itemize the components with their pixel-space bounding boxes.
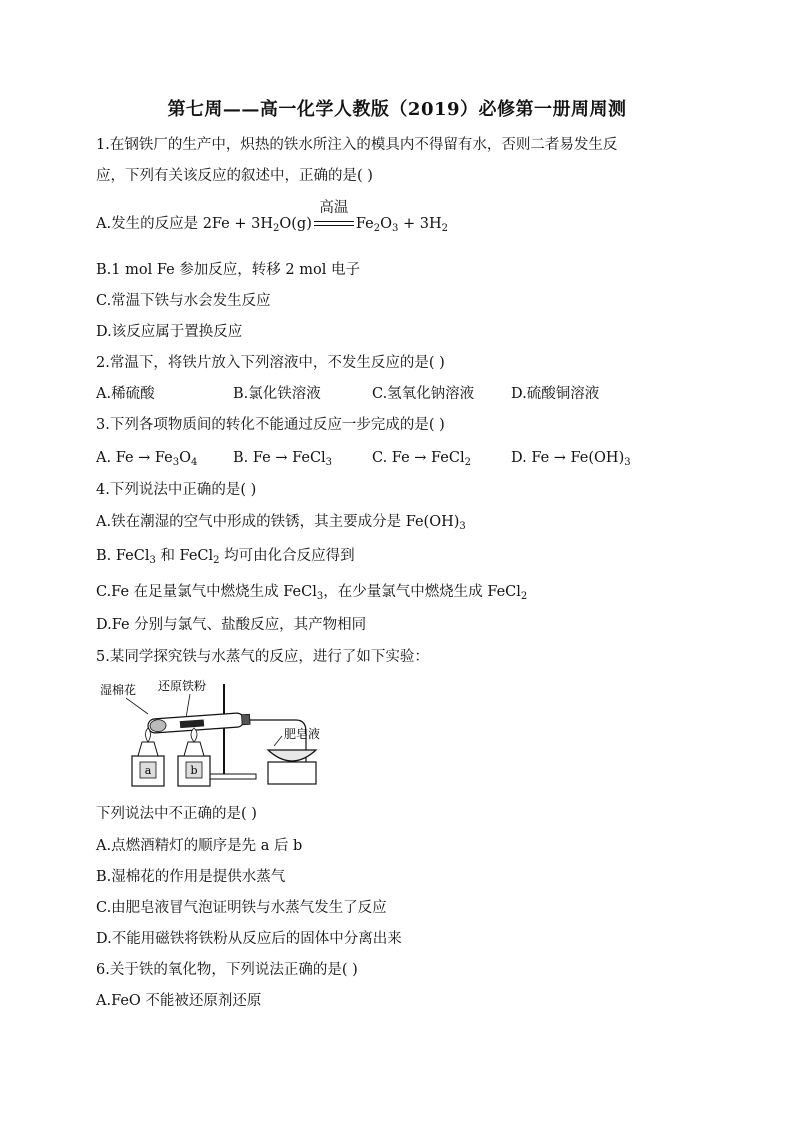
- q3-d-text: D. Fe → Fe(OH): [511, 450, 625, 466]
- q5-option-a: A.点燃酒精灯的顺序是先 a 后 b: [96, 838, 303, 854]
- q4-option-b: [96, 546, 355, 571]
- leader-line-cotton: [126, 698, 148, 714]
- alcohol-lamp-b: [184, 742, 204, 756]
- q3-a-o: O: [179, 450, 192, 466]
- q6-stem: 6.关于铁的氧化物，下列说法正确的是( ): [96, 962, 358, 978]
- q3-c-text: C. Fe → FeCl: [372, 450, 465, 466]
- q3-c-sub: 2: [464, 457, 471, 468]
- leader-line-iron: [186, 694, 190, 718]
- figure-label-soap-solution: 肥皂液: [284, 727, 321, 741]
- q5-option-c: C.由肥皂液冒气泡证明铁与水蒸气发生了反应: [96, 900, 387, 916]
- q1-a-part5: + 3H: [398, 216, 442, 232]
- q3-option-d: [511, 448, 631, 473]
- q1-a-part4: O: [380, 216, 392, 232]
- flame-a: [146, 728, 151, 742]
- q4-option-c: [96, 582, 527, 607]
- q3-option-b: [233, 448, 332, 473]
- q4-option-a: [96, 512, 466, 537]
- tube-stopper: [241, 714, 250, 725]
- q1-a-sub: 3: [392, 223, 399, 234]
- q1-a-part3: Fe: [355, 216, 374, 232]
- q4-a-text: A.铁在潮湿的空气中形成的铁锈，其主要成分是 Fe(OH): [96, 514, 460, 530]
- leader-line-soap: [274, 736, 282, 746]
- q3-option-c: [372, 448, 471, 473]
- q1-option-c: C.常温下铁与水会发生反应: [96, 293, 271, 309]
- q1-stem-line2: 应，下列有关该反应的叙述中，正确的是( ): [96, 168, 373, 184]
- reaction-tube: [148, 712, 251, 733]
- q4-c-sub1: 3: [316, 591, 324, 602]
- reaction-condition-label: 高温: [319, 200, 349, 216]
- equals-line-top: [314, 221, 354, 222]
- q4-option-d: D.Fe 分别与氯气、盐酸反应，其产物相同: [96, 617, 367, 633]
- equals-line-bottom: [314, 225, 354, 226]
- figure-label-wet-cotton: 湿棉花: [100, 683, 137, 697]
- q4-b-sub1: 3: [149, 555, 156, 566]
- q4-stem: 4.下列说法中正确的是( ): [96, 482, 257, 498]
- q6-option-a: A.FeO 不能被还原剂还原: [96, 993, 262, 1009]
- q1-stem-line1: 1.在钢铁厂的生产中，炽热的铁水所注入的模具内不得留有水，否则二者易发生反: [96, 137, 618, 153]
- q5-option-b: B.湿棉花的作用是提供水蒸气: [96, 869, 286, 885]
- q4-b-pre: B. FeCl: [96, 548, 150, 564]
- q5-stem: 5.某同学探究铁与水蒸气的反应，进行了如下实验：: [96, 649, 429, 665]
- q1-a-sub: 2: [441, 223, 448, 234]
- page-title: 第七周——高一化学人教版（2019）必修第一册周周测: [167, 99, 627, 120]
- q2-option-d: D.硫酸铜溶液: [511, 386, 600, 402]
- experiment-apparatus-figure: [96, 676, 336, 791]
- q2-option-b: B.氯化铁溶液: [233, 386, 321, 402]
- q1-a-sub: 2: [273, 223, 280, 234]
- q3-a-text: A. Fe → Fe: [96, 450, 173, 466]
- q3-option-a: [96, 448, 197, 473]
- q5-option-d: D.不能用磁铁将铁粉从反应后的固体中分离出来: [96, 931, 402, 947]
- q1-a-prefix: A.发生的反应是 2Fe + 3H: [96, 216, 274, 232]
- q4-b-mid: 和 FeCl: [155, 548, 214, 564]
- flame-b: [191, 728, 197, 742]
- q4-c-pre: C.Fe 在足量氯气中燃烧生成 FeCl: [96, 584, 317, 600]
- q4-c-sub2: 2: [520, 591, 528, 602]
- q3-a-sub1: 3: [172, 457, 180, 468]
- q4-b-sub2: 2: [213, 555, 220, 566]
- figure-label-iron-powder: 还原铁粉: [158, 679, 207, 693]
- q2-option-c: C.氢氧化钠溶液: [372, 386, 475, 402]
- q3-d-sub: 3: [624, 457, 631, 468]
- q1-option-a: [96, 200, 448, 239]
- burner-label-a: a: [144, 764, 152, 777]
- q3-b-sub: 3: [325, 457, 333, 468]
- q5-sub-stem: 下列说法中不正确的是( ): [96, 806, 257, 822]
- evaporating-dish: [268, 750, 316, 761]
- alcohol-lamp-a: [138, 742, 158, 756]
- q2-stem: 2.常温下，将铁片放入下列溶液中，不发生反应的是( ): [96, 355, 445, 371]
- q3-b-text: B. Fe → FeCl: [233, 450, 326, 466]
- q3-a-sub2: 4: [191, 457, 198, 468]
- q1-option-d: D.该反应属于置换反应: [96, 324, 243, 340]
- burner-label-b: b: [190, 764, 198, 777]
- q4-c-mid: ，在少量氯气中燃烧生成 FeCl: [323, 584, 521, 600]
- q4-b-post: 均可由化合反应得到: [219, 548, 355, 564]
- q1-a-part2: O(g): [279, 216, 312, 232]
- q2-option-a: A.稀硫酸: [96, 386, 155, 402]
- q1-a-sub: 2: [373, 223, 381, 234]
- dish-support: [268, 762, 316, 784]
- q1-option-b: B.1 mol Fe 参加反应，转移 2 mol 电子: [96, 262, 360, 278]
- q4-a-sub: 3: [459, 521, 466, 532]
- reaction-condition: [314, 200, 354, 230]
- q3-stem: 3.下列各项物质间的转化不能通过反应一步完成的是( ): [96, 417, 445, 433]
